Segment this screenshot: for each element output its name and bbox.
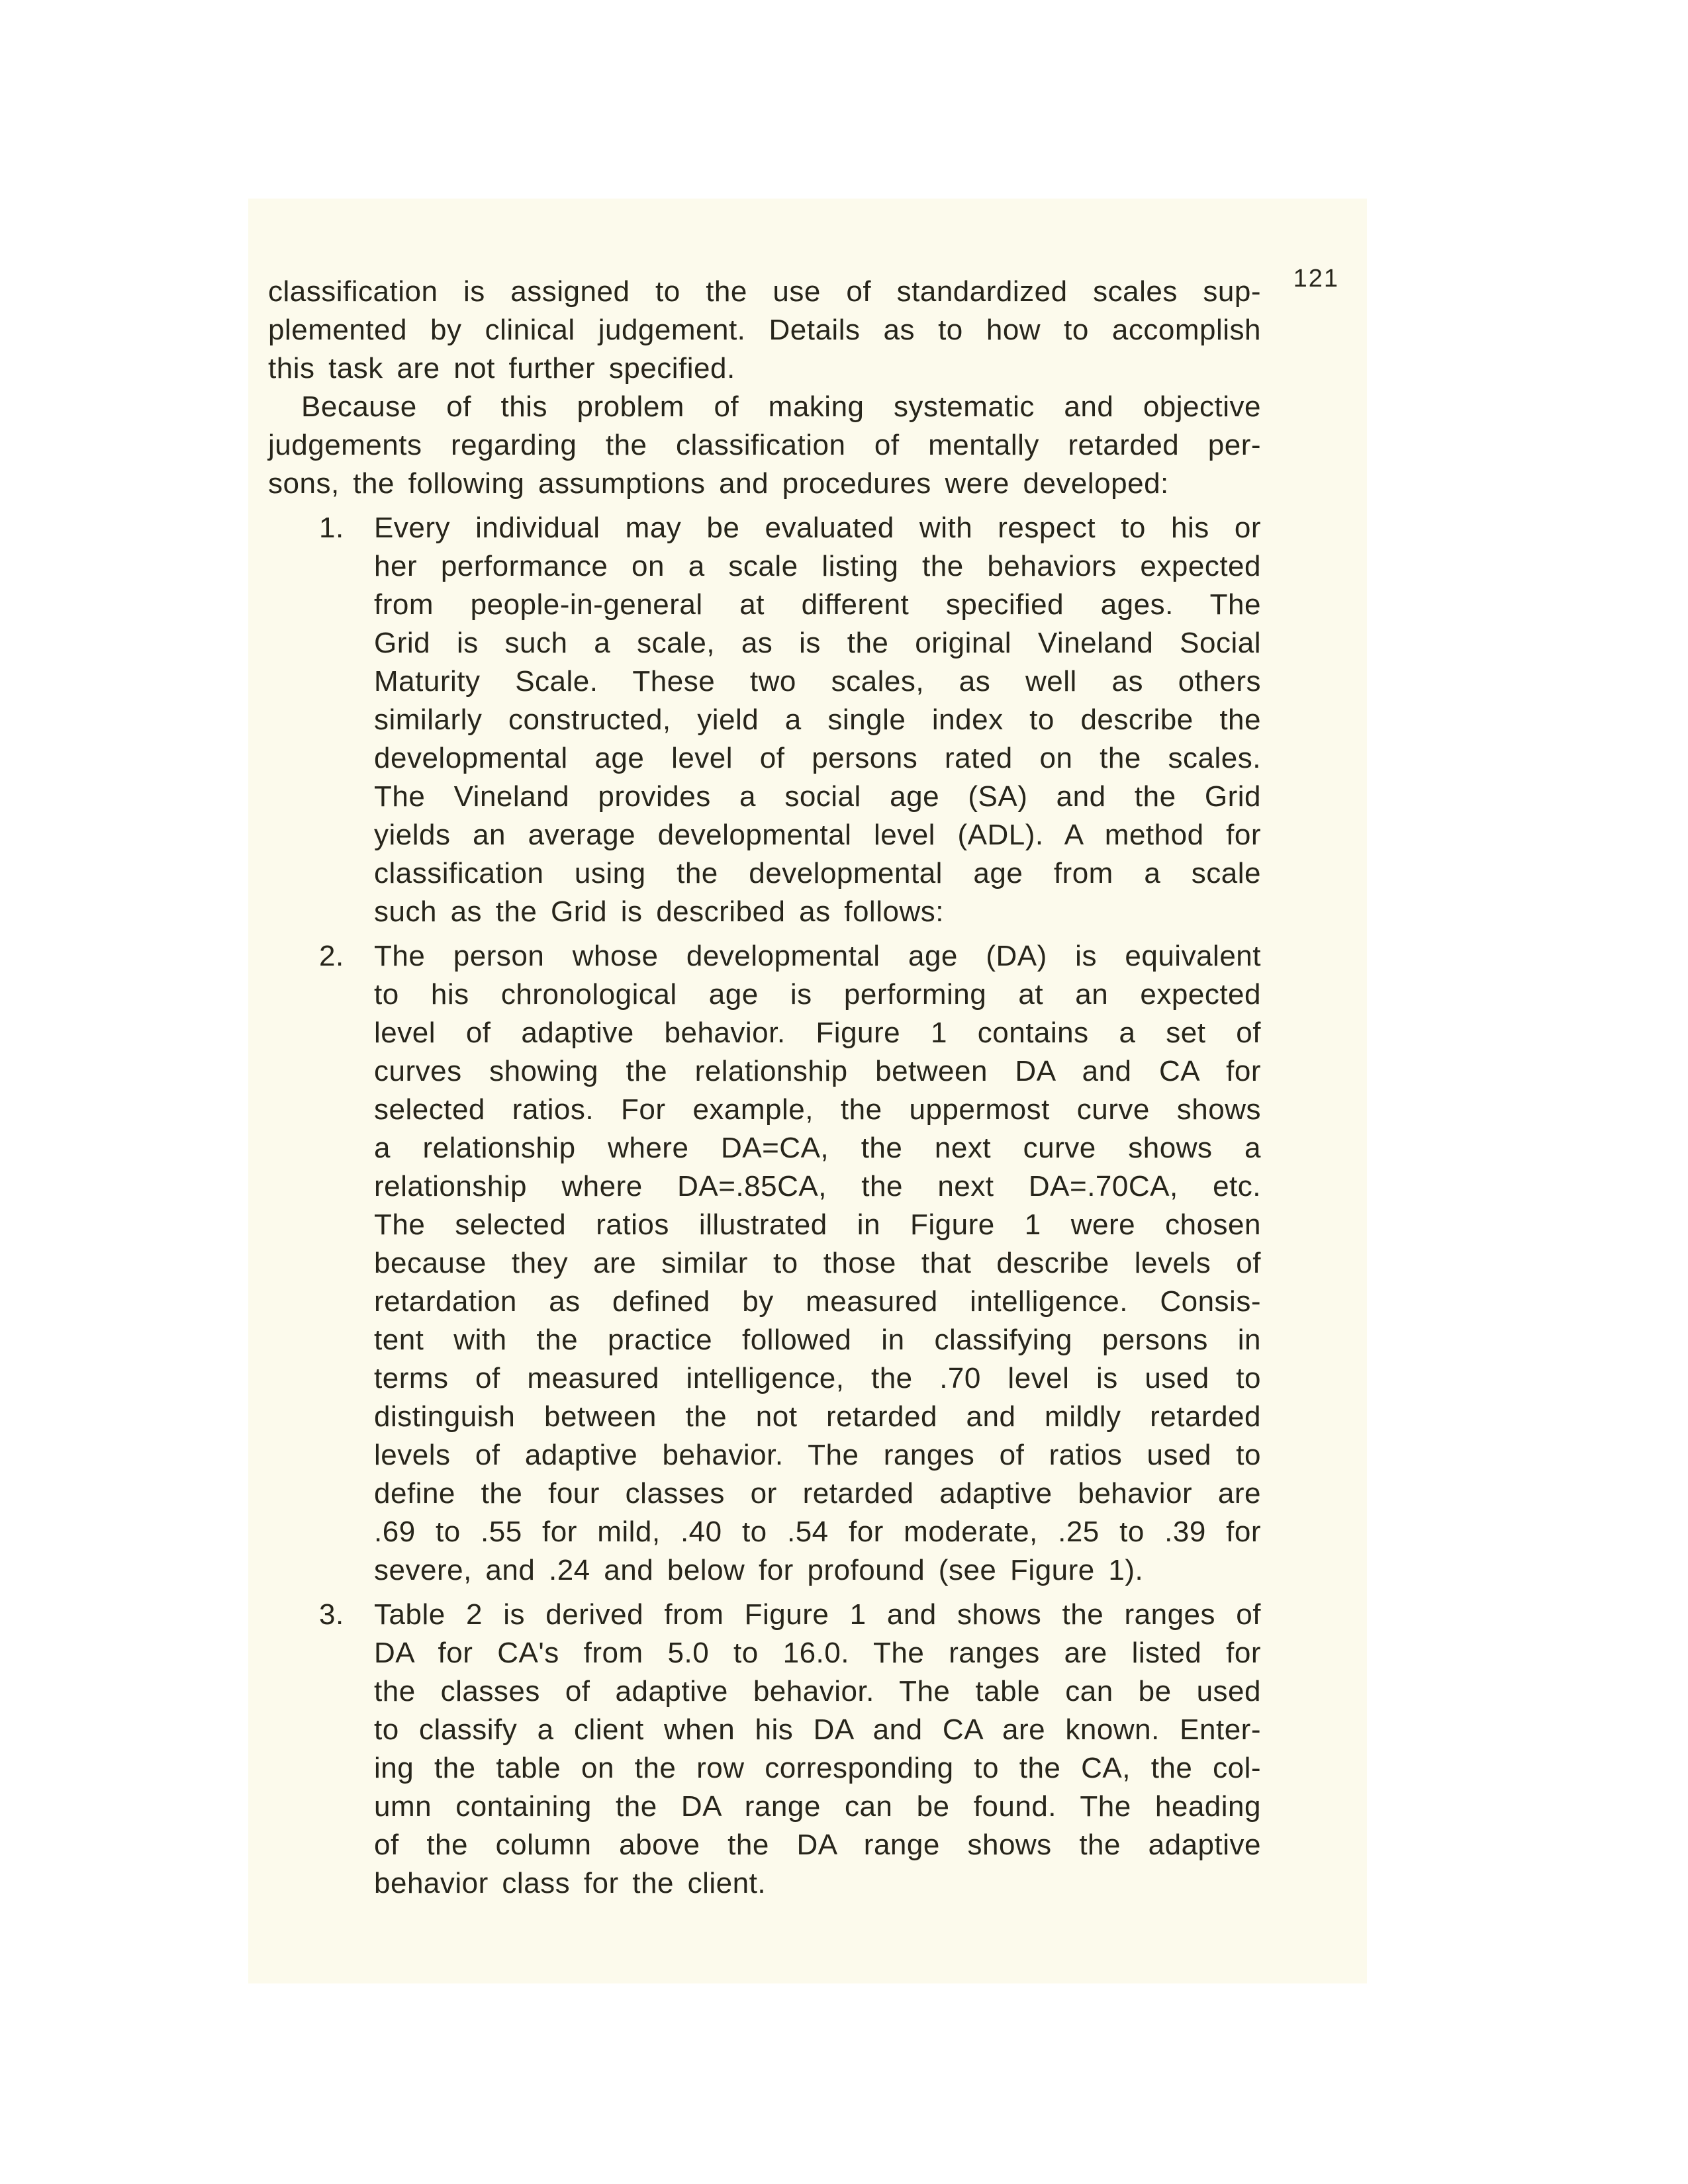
text-line: selected ratios. For example, the uppermost curve shows xyxy=(374,1093,1261,1126)
text-line: curves showing the relationship between DA and CA for xyxy=(374,1055,1261,1087)
list-item-1 xyxy=(268,509,1261,931)
text-line: The Vineland provides a social age (SA) and the Grid xyxy=(374,780,1261,813)
text-line: umn containing the DA range can be found. The heading xyxy=(374,1790,1261,1823)
text-line: to classify a client when his DA and CA are known. Enter- xyxy=(374,1713,1261,1746)
text-line: developmental age level of persons rated on the scales. xyxy=(374,742,1261,774)
text-line: her performance on a scale listing the behaviors expected xyxy=(374,550,1261,582)
text-line: classification is assigned to the use of standardized scales sup- xyxy=(268,275,1261,308)
text-line: The selected ratios illustrated in Figure 1 were chosen xyxy=(374,1208,1261,1241)
text-line: the classes of adaptive behavior. The table can be used xyxy=(374,1675,1261,1707)
document-page xyxy=(248,199,1367,1983)
text-line: Grid is such a scale, as is the original Vineland Social xyxy=(374,627,1261,659)
text-line: of the column above the DA range shows the adaptive xyxy=(374,1829,1261,1861)
text-line: Every individual may be evaluated with respect to his or xyxy=(374,512,1261,544)
list-item-1-number: 1. xyxy=(319,512,344,544)
list-item-3-number: 3. xyxy=(319,1598,344,1631)
text-line: relationship where DA=.85CA, the next DA=.70CA, etc. xyxy=(374,1170,1261,1203)
text-line: DA for CA's from 5.0 to 16.0. The ranges are listed for xyxy=(374,1637,1261,1669)
text-line: to his chronological age is performing at an expected xyxy=(374,978,1261,1011)
text-line: sons, the following assumptions and procedures were developed: xyxy=(268,467,1169,500)
text-line: such as the Grid is described as follows: xyxy=(374,895,944,928)
paragraph-intro xyxy=(268,273,1261,388)
list-item-1-text xyxy=(374,509,1261,931)
text-line: classification using the developmental age from a scale xyxy=(374,857,1261,889)
text-line: level of adaptive behavior. Figure 1 contains a set of xyxy=(374,1017,1261,1049)
text-line: plemented by clinical judgement. Details as to how to accomplish xyxy=(268,314,1261,346)
text-line: severe, and .24 and below for profound (see Figure 1). xyxy=(374,1554,1144,1586)
text-line: yields an average developmental level (ADL). A method for xyxy=(374,819,1261,851)
text-line: because they are similar to those that describe levels of xyxy=(374,1247,1261,1279)
list-item-3-text xyxy=(374,1596,1261,1903)
text-line: a relationship where DA=CA, the next curve shows a xyxy=(374,1132,1261,1164)
text-line: The person whose developmental age (DA) is equivalent xyxy=(374,940,1261,972)
page-number: 121 xyxy=(1293,265,1339,293)
list-item-3 xyxy=(268,1596,1261,1903)
text-line: distinguish between the not retarded and mildly retarded xyxy=(374,1400,1261,1433)
text-line: terms of measured intelligence, the .70 level is used to xyxy=(374,1362,1261,1394)
page-content xyxy=(268,273,1261,1903)
list-item-2 xyxy=(268,937,1261,1590)
text-line: from people-in-general at different specified ages. The xyxy=(374,588,1261,621)
text-line: behavior class for the client. xyxy=(374,1867,767,1899)
text-line: judgements regarding the classification of mentally retarded per- xyxy=(268,429,1261,461)
text-line: ing the table on the row corresponding to the CA, the col- xyxy=(374,1752,1261,1784)
text-line: tent with the practice followed in classifying persons in xyxy=(374,1324,1261,1356)
text-line: similarly constructed, yield a single index to describe the xyxy=(374,704,1261,736)
text-line: this task are not further specified. xyxy=(268,352,735,385)
text-line: Table 2 is derived from Figure 1 and shows the ranges of xyxy=(374,1598,1261,1631)
text-line: .69 to .55 for mild, .40 to .54 for moderate, .25 to .39 for xyxy=(374,1516,1261,1548)
text-line: retardation as defined by measured intelligence. Consis- xyxy=(374,1285,1261,1318)
text-line: define the four classes or retarded adaptive behavior are xyxy=(374,1477,1261,1510)
text-line: Because of this problem of making systematic and objective xyxy=(301,390,1261,423)
text-line: levels of adaptive behavior. The ranges of ratios used to xyxy=(374,1439,1261,1471)
paragraph-because xyxy=(268,388,1261,503)
text-line: Maturity Scale. These two scales, as well as others xyxy=(374,665,1261,698)
list-item-2-text xyxy=(374,937,1261,1590)
list-item-2-number: 2. xyxy=(319,940,344,972)
